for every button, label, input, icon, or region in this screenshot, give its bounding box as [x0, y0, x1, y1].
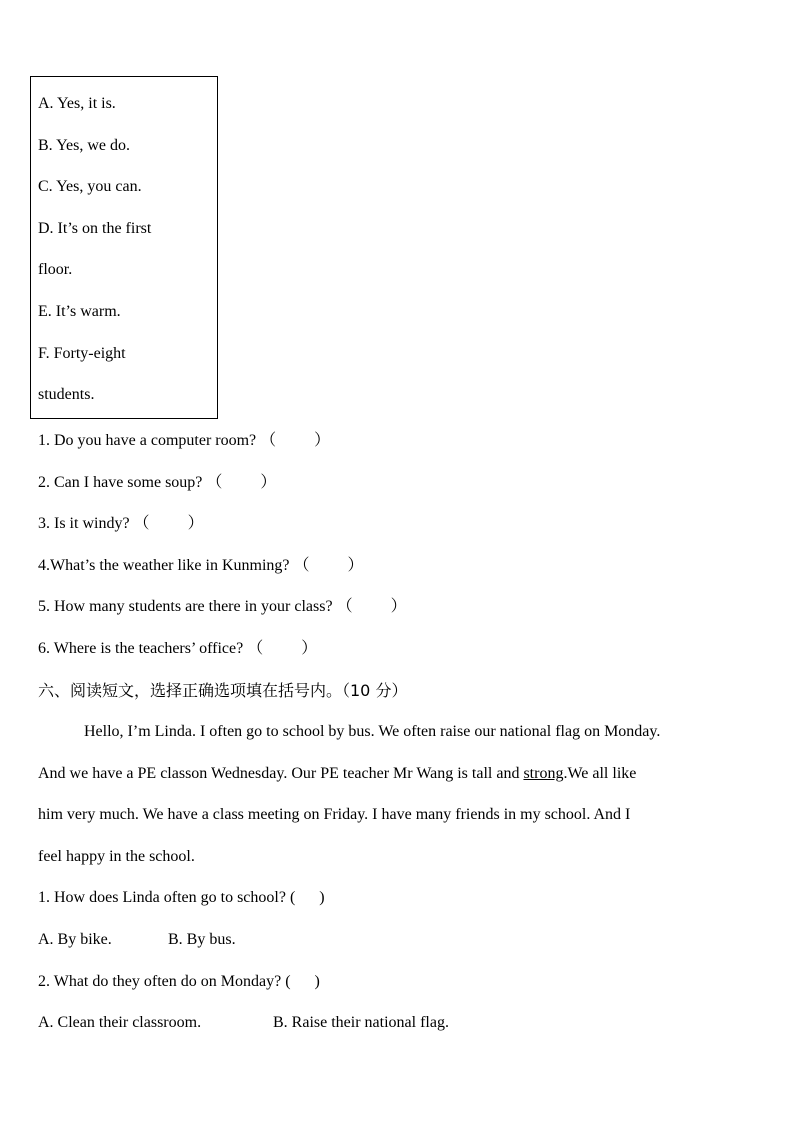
- passage-line-1: Hello, I’m Linda. I often go to school by bus. We often raise our national flag on Monday.: [84, 723, 661, 740]
- reading-question-2: [38, 972, 320, 992]
- reading-question-2-text: 2. What do they often do on Monday? (: [38, 973, 291, 990]
- reading-question-1-close-paren: ): [319, 889, 325, 906]
- reading-question-2-option-b: B. Raise their national flag.: [273, 1014, 449, 1031]
- question-1-open-paren: （: [260, 432, 277, 449]
- question-1: [38, 431, 330, 451]
- option-b: B. Yes, we do.: [38, 137, 131, 154]
- reading-question-1-text: 1. How does Linda often go to school? (: [38, 889, 296, 906]
- question-5: [38, 597, 407, 617]
- question-5-open-paren: （: [336, 598, 353, 615]
- question-5-text: 5. How many students are there in your class?: [38, 598, 333, 615]
- question-2: [38, 473, 276, 493]
- option-e: E. It’s warm.: [38, 303, 121, 320]
- question-5-close-paren: ）: [390, 598, 407, 615]
- answer-options-box: [30, 76, 218, 419]
- question-4-open-paren: （: [293, 557, 310, 574]
- option-d: D. It’s on the first: [38, 220, 152, 237]
- reading-question-2-option-a: A. Clean their classroom.: [38, 1014, 202, 1031]
- passage-line-4: feel happy in the school.: [38, 848, 195, 865]
- question-3-open-paren: （: [133, 515, 150, 532]
- reading-question-1: [38, 888, 325, 908]
- option-f: F. Forty-eight: [38, 345, 126, 362]
- question-4: [38, 556, 364, 576]
- question-6-open-paren: （: [247, 640, 264, 657]
- question-2-close-paren: ）: [260, 474, 277, 491]
- question-4-text: 4.What’s the weather like in Kunming?: [38, 557, 290, 574]
- reading-question-1-option-a: A. By bike.: [38, 931, 112, 948]
- question-2-open-paren: （: [206, 474, 223, 491]
- underlined-word: strong: [523, 765, 564, 782]
- section-six-heading: 六、阅读短文，选择正确选项填在括号内。（10 分）: [38, 681, 408, 700]
- option-a: A. Yes, it is.: [38, 95, 116, 112]
- question-3-text: 3. Is it windy?: [38, 515, 130, 532]
- option-d-continued: floor.: [38, 261, 73, 278]
- question-1-close-paren: ）: [314, 432, 331, 449]
- question-3-close-paren: ）: [187, 515, 204, 532]
- option-f-continued: students.: [38, 386, 95, 403]
- question-6: [38, 639, 317, 659]
- question-4-close-paren: ）: [347, 557, 364, 574]
- passage-line-2-start: And we have a PE classon Wednesday. Our PE teacher Mr Wang is tall and: [38, 765, 524, 782]
- question-6-text: 6. Where is the teachers’ office?: [38, 640, 244, 657]
- reading-question-1-option-b: B. By bus.: [168, 931, 236, 948]
- passage-line-2: [38, 764, 636, 784]
- reading-question-2-close-paren: ): [314, 973, 320, 990]
- question-3: [38, 514, 204, 534]
- question-6-close-paren: ）: [301, 640, 318, 657]
- passage-line-2-end: .We all like: [563, 765, 637, 782]
- option-c: C. Yes, you can.: [38, 178, 142, 195]
- question-2-text: 2. Can I have some soup?: [38, 474, 203, 491]
- question-1-text: 1. Do you have a computer room?: [38, 432, 257, 449]
- passage-line-3: him very much. We have a class meeting on Friday. I have many friends in my school. And I: [38, 806, 631, 823]
